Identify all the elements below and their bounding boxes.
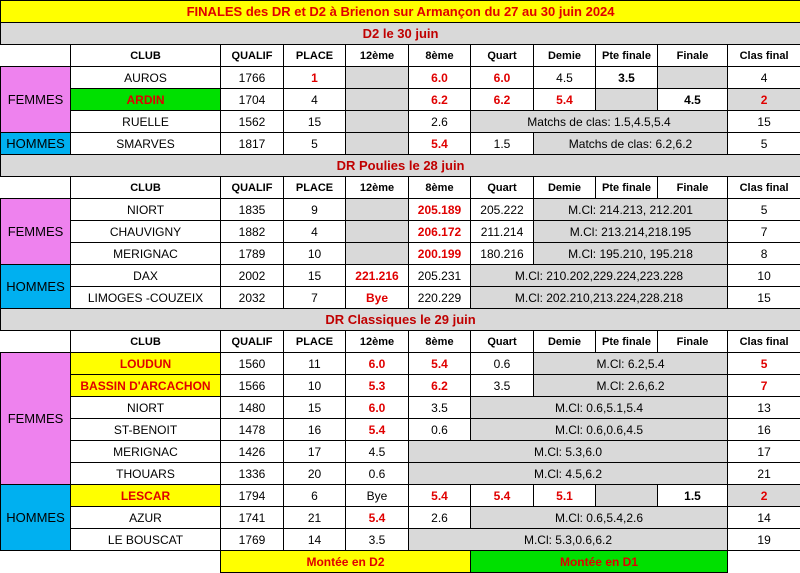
- clas-cell: 17: [728, 441, 800, 463]
- club-name: LE BOUSCAT: [71, 529, 221, 551]
- header-place: PLACE: [284, 177, 346, 199]
- section-title-poulies: DR Poulies le 28 juin: [1, 155, 800, 177]
- clas-cell: 7: [728, 221, 800, 243]
- section-title-d2: D2 le 30 juin: [1, 23, 800, 45]
- r12-cell: 5.3: [346, 375, 409, 397]
- place-cell: 10: [284, 243, 346, 265]
- table-row: [1, 111, 800, 133]
- legend-row: [1, 551, 800, 573]
- header-clas-final: Clas final: [728, 331, 800, 353]
- qualif-cell: 1769: [221, 529, 284, 551]
- r12-cell: 5.4: [346, 419, 409, 441]
- empty-cell: [596, 485, 658, 507]
- club-name: DAX: [71, 265, 221, 287]
- header-8eme: 8ème: [409, 177, 471, 199]
- mcl-cell: M.Cl: 6.2,5.4: [534, 353, 728, 375]
- r12-cell: 0.6: [346, 463, 409, 485]
- header-8eme: 8ème: [409, 331, 471, 353]
- empty-cell: [346, 89, 409, 111]
- table-row: [1, 485, 800, 507]
- legend-montee-d1: Montée en D1: [471, 551, 728, 573]
- club-name: AUROS: [71, 67, 221, 89]
- group-label-femmes: FEMMES: [1, 199, 71, 265]
- legend-montee-d2: Montée en D2: [221, 551, 471, 573]
- qualif-cell: 1480: [221, 397, 284, 419]
- mcl-cell: M.Cl: 195.210, 195.218: [534, 243, 728, 265]
- mcl-cell: M.Cl: 5.3,0.6,6.2: [409, 529, 728, 551]
- qualif-cell: 1835: [221, 199, 284, 221]
- club-name: CHAUVIGNY: [71, 221, 221, 243]
- demie-cell: 4.5: [534, 67, 596, 89]
- table-row: [1, 199, 800, 221]
- header-pte-finale: Pte finale: [596, 331, 658, 353]
- qualif-cell: 1704: [221, 89, 284, 111]
- r12-cell: 5.4: [346, 507, 409, 529]
- qualif-cell: 1789: [221, 243, 284, 265]
- header-12eme: 12ème: [346, 331, 409, 353]
- group-label-hommes: HOMMES: [1, 485, 71, 551]
- r8-cell: 5.4: [409, 353, 471, 375]
- r12-cell: Bye: [346, 485, 409, 507]
- clas-cell: 10: [728, 265, 800, 287]
- mcl-cell: M.Cl: 5.3,6.0: [409, 441, 728, 463]
- place-cell: 15: [284, 111, 346, 133]
- demie-cell: 5.4: [534, 89, 596, 111]
- empty-cell: [596, 89, 658, 111]
- qualif-cell: 1336: [221, 463, 284, 485]
- demie-cell: 5.1: [534, 485, 596, 507]
- qualif-cell: 1478: [221, 419, 284, 441]
- qualif-cell: 1766: [221, 67, 284, 89]
- place-cell: 16: [284, 419, 346, 441]
- table-row: [1, 265, 800, 287]
- qualif-cell: 1794: [221, 485, 284, 507]
- header-club: CLUB: [71, 45, 221, 67]
- place-cell: 20: [284, 463, 346, 485]
- table-row: [1, 463, 800, 485]
- empty-cell: [346, 199, 409, 221]
- r8-cell: 6.0: [409, 67, 471, 89]
- header-clas-final: Clas final: [728, 45, 800, 67]
- group-label-femmes: FEMMES: [1, 67, 71, 133]
- qualif-cell: 1426: [221, 441, 284, 463]
- matchs-clas-cell: Matchs de clas: 6.2,6.2: [534, 133, 728, 155]
- club-name: AZUR: [71, 507, 221, 529]
- clas-cell: 4: [728, 67, 800, 89]
- header-8eme: 8ème: [409, 45, 471, 67]
- group-label-hommes: HOMMES: [1, 265, 71, 309]
- table-row: [1, 353, 800, 375]
- club-name: MERIGNAC: [71, 441, 221, 463]
- r12-cell: Bye: [346, 287, 409, 309]
- place-cell: 10: [284, 375, 346, 397]
- r12-cell: 221.216: [346, 265, 409, 287]
- place-cell: 9: [284, 199, 346, 221]
- club-name: MERIGNAC: [71, 243, 221, 265]
- group-label-femmes: FEMMES: [1, 353, 71, 485]
- header-qualif: QUALIF: [221, 331, 284, 353]
- place-cell: 6: [284, 485, 346, 507]
- r12-cell: 4.5: [346, 441, 409, 463]
- r8-cell: 3.5: [409, 397, 471, 419]
- empty-cell: [346, 67, 409, 89]
- header-qualif: QUALIF: [221, 45, 284, 67]
- header-finale: Finale: [658, 331, 728, 353]
- qualif-cell: 2032: [221, 287, 284, 309]
- table-row: [1, 507, 800, 529]
- club-name: LIMOGES -COUZEIX: [71, 287, 221, 309]
- place-cell: 4: [284, 89, 346, 111]
- empty-cell: [346, 133, 409, 155]
- place-cell: 7: [284, 287, 346, 309]
- clas-cell: 5: [728, 353, 800, 375]
- quart-cell: 205.222: [471, 199, 534, 221]
- header-club: CLUB: [71, 177, 221, 199]
- place-cell: 4: [284, 221, 346, 243]
- quart-cell: 3.5: [471, 375, 534, 397]
- clas-cell: 14: [728, 507, 800, 529]
- r8-cell: 6.2: [409, 375, 471, 397]
- matchs-clas-cell: Matchs de clas: 1.5,4.5,5.4: [471, 111, 728, 133]
- finale-cell: 4.5: [658, 89, 728, 111]
- header-finale: Finale: [658, 45, 728, 67]
- r8-cell: 6.2: [409, 89, 471, 111]
- header-pte-finale: Pte finale: [596, 45, 658, 67]
- club-name: ARDIN: [71, 89, 221, 111]
- table-row: [1, 419, 800, 441]
- clas-cell: 15: [728, 111, 800, 133]
- r8-cell: 2.6: [409, 111, 471, 133]
- qualif-cell: 1566: [221, 375, 284, 397]
- quart-cell: 5.4: [471, 485, 534, 507]
- clas-cell: 8: [728, 243, 800, 265]
- finale-cell: 1.5: [658, 485, 728, 507]
- place-cell: 1: [284, 67, 346, 89]
- r12-cell: 3.5: [346, 529, 409, 551]
- r8-cell: 205.231: [409, 265, 471, 287]
- table-row: [1, 133, 800, 155]
- clas-cell: 2: [728, 89, 800, 111]
- qualif-cell: 2002: [221, 265, 284, 287]
- table-row: [1, 287, 800, 309]
- club-name: LOUDUN: [71, 353, 221, 375]
- header-row: [1, 45, 800, 67]
- table-row: [1, 441, 800, 463]
- table-row: [1, 397, 800, 419]
- mcl-cell: M.Cl: 210.202,229.224,223.228: [471, 265, 728, 287]
- quart-cell: 1.5: [471, 133, 534, 155]
- quart-cell: 211.214: [471, 221, 534, 243]
- header-finale: Finale: [658, 177, 728, 199]
- place-cell: 14: [284, 529, 346, 551]
- place-cell: 11: [284, 353, 346, 375]
- table-row: [1, 529, 800, 551]
- qualif-cell: 1562: [221, 111, 284, 133]
- mcl-cell: M.Cl: 0.6,5.1,5.4: [471, 397, 728, 419]
- r8-cell: 200.199: [409, 243, 471, 265]
- mcl-cell: M.Cl: 0.6,0.6,4.5: [471, 419, 728, 441]
- club-name: NIORT: [71, 199, 221, 221]
- header-demie: Demie: [534, 331, 596, 353]
- table-row: [1, 221, 800, 243]
- qualif-cell: 1741: [221, 507, 284, 529]
- place-cell: 21: [284, 507, 346, 529]
- header-qualif: QUALIF: [221, 177, 284, 199]
- r8-cell: 205.189: [409, 199, 471, 221]
- table-row: [1, 89, 800, 111]
- club-name: RUELLE: [71, 111, 221, 133]
- clas-cell: 19: [728, 529, 800, 551]
- clas-cell: 16: [728, 419, 800, 441]
- r8-cell: 5.4: [409, 485, 471, 507]
- quart-cell: 6.0: [471, 67, 534, 89]
- header-12eme: 12ème: [346, 45, 409, 67]
- clas-cell: 13: [728, 397, 800, 419]
- club-name: THOUARS: [71, 463, 221, 485]
- r8-cell: 206.172: [409, 221, 471, 243]
- quart-cell: 180.216: [471, 243, 534, 265]
- r12-cell: 6.0: [346, 397, 409, 419]
- table-row: [1, 375, 800, 397]
- mcl-cell: M.Cl: 0.6,5.4,2.6: [471, 507, 728, 529]
- header-pte-finale: Pte finale: [596, 177, 658, 199]
- empty-cell: [346, 111, 409, 133]
- header-quart: Quart: [471, 177, 534, 199]
- header-row: [1, 177, 800, 199]
- r8-cell: 220.229: [409, 287, 471, 309]
- club-name: ST-BENOIT: [71, 419, 221, 441]
- r12-cell: 6.0: [346, 353, 409, 375]
- place-cell: 17: [284, 441, 346, 463]
- club-name: BASSIN D'ARCACHON: [71, 375, 221, 397]
- club-name: SMARVES: [71, 133, 221, 155]
- quart-cell: 6.2: [471, 89, 534, 111]
- club-name: NIORT: [71, 397, 221, 419]
- mcl-cell: M.Cl: 4.5,6.2: [409, 463, 728, 485]
- header-demie: Demie: [534, 45, 596, 67]
- mcl-cell: M.Cl: 213.214,218.195: [534, 221, 728, 243]
- mcl-cell: M.Cl: 2.6,6.2: [534, 375, 728, 397]
- header-place: PLACE: [284, 45, 346, 67]
- mcl-cell: M.Cl: 202.210,213.224,228.218: [471, 287, 728, 309]
- table-row: [1, 67, 800, 89]
- r8-cell: 2.6: [409, 507, 471, 529]
- header-quart: Quart: [471, 45, 534, 67]
- empty-cell: [346, 221, 409, 243]
- section-title-classiques: DR Classiques le 29 juin: [1, 309, 800, 331]
- pte-finale-cell: 3.5: [596, 67, 658, 89]
- place-cell: 5: [284, 133, 346, 155]
- clas-cell: 5: [728, 133, 800, 155]
- place-cell: 15: [284, 397, 346, 419]
- clas-cell: 15: [728, 287, 800, 309]
- header-quart: Quart: [471, 331, 534, 353]
- group-label-hommes: HOMMES: [1, 133, 71, 155]
- club-name: LESCAR: [71, 485, 221, 507]
- empty-cell: [346, 243, 409, 265]
- mcl-cell: M.Cl: 214.213, 212.201: [534, 199, 728, 221]
- qualif-cell: 1560: [221, 353, 284, 375]
- table-row: [1, 243, 800, 265]
- header-demie: Demie: [534, 177, 596, 199]
- clas-cell: 2: [728, 485, 800, 507]
- clas-cell: 5: [728, 199, 800, 221]
- page-title: FINALES des DR et D2 à Brienon sur Armançon du 27 au 30 juin 2024: [1, 1, 800, 23]
- clas-cell: 7: [728, 375, 800, 397]
- clas-cell: 21: [728, 463, 800, 485]
- header-place: PLACE: [284, 331, 346, 353]
- header-clas-final: Clas final: [728, 177, 800, 199]
- header-row: [1, 331, 800, 353]
- r8-cell: 5.4: [409, 133, 471, 155]
- qualif-cell: 1817: [221, 133, 284, 155]
- qualif-cell: 1882: [221, 221, 284, 243]
- quart-cell: 0.6: [471, 353, 534, 375]
- r8-cell: 0.6: [409, 419, 471, 441]
- place-cell: 15: [284, 265, 346, 287]
- empty-cell: [658, 67, 728, 89]
- header-club: CLUB: [71, 331, 221, 353]
- header-12eme: 12ème: [346, 177, 409, 199]
